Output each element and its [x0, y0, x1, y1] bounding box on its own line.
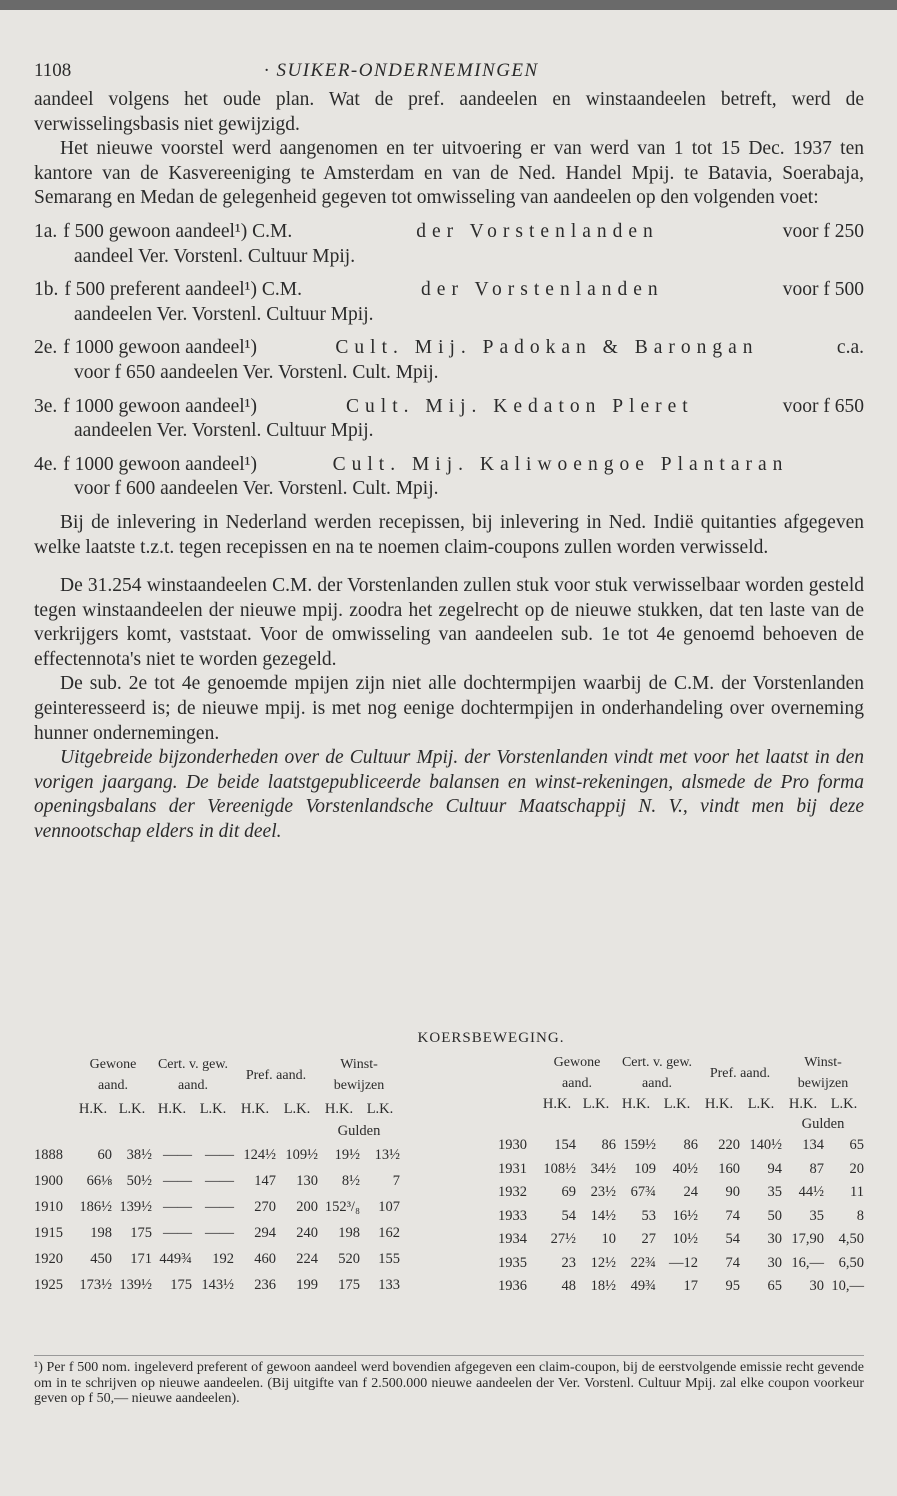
- koers-group-label: Pref. aand.: [245, 1067, 307, 1083]
- blank-cell: [616, 1114, 656, 1134]
- koers-value: 35: [809, 1207, 824, 1224]
- koers-year: 1920: [34, 1250, 63, 1267]
- koers-value: ——: [205, 1225, 234, 1241]
- koers-value: 520: [338, 1250, 360, 1267]
- page-header: [34, 60, 864, 88]
- koers-year: 1931: [498, 1160, 527, 1177]
- koers-value: 14½: [590, 1207, 616, 1224]
- blank-cell: [276, 1121, 318, 1143]
- koers-hk-label: H.K.: [78, 1100, 108, 1117]
- koers-value: 23½: [590, 1184, 616, 1201]
- koers-year: 1915: [34, 1225, 63, 1241]
- blank-cell: [656, 1114, 698, 1134]
- koers-value: 17,90: [791, 1231, 824, 1248]
- koers-value: 7: [392, 1173, 400, 1190]
- exchange-item-company: der Vorstenlanden: [421, 279, 664, 301]
- koers-year: 1932: [498, 1184, 527, 1201]
- koers-value: 8½: [341, 1173, 360, 1190]
- koers-value: 108½: [543, 1160, 576, 1177]
- koers-value: 140½: [749, 1137, 782, 1154]
- paragraph-1: aandeel volgens het oude plan. Wat de pref. aandeelen en winstaandeelen betreft, werd de verwisselingsbasis niet gewijzigd.: [34, 89, 864, 135]
- koers-value: 87: [809, 1160, 824, 1177]
- koers-value: 86: [601, 1137, 616, 1154]
- koers-value: 49¾: [630, 1278, 656, 1295]
- paragraph-3: Bij de inlevering in Nederland werden recepissen, bij inlevering in Ned. Indië quitanties afgegeven welke laatste t.z.t. tegen recepissen en na te noemen claim-coupons zullen worden verwisseld.: [34, 511, 864, 558]
- koers-row: [34, 1143, 400, 1169]
- koers-row: [34, 1169, 400, 1195]
- koers-row: [34, 1221, 400, 1247]
- koers-hk-label: H.K.: [621, 1095, 651, 1112]
- blank-cell: [698, 1114, 740, 1134]
- exchange-item-line2: aandeel Ver. Vorstenl. Cultuur Mpij.: [74, 245, 356, 267]
- exchange-item: [34, 336, 864, 385]
- koers-value: 109½: [285, 1147, 318, 1164]
- koers-row: [34, 1195, 400, 1221]
- koers-year: 1925: [34, 1276, 63, 1293]
- exchange-item-rate: voor f 250: [782, 220, 864, 242]
- koers-value: 139½: [119, 1199, 152, 1216]
- exchange-item-desc: f 1000 gewoon aandeel¹): [63, 337, 258, 359]
- koers-value: 294: [254, 1225, 276, 1241]
- koers-unit-row: [498, 1114, 864, 1134]
- koers-value: 109: [634, 1160, 656, 1177]
- koers-value: 30: [809, 1278, 824, 1295]
- koers-value: ——: [163, 1147, 192, 1164]
- koers-value: 8: [856, 1207, 864, 1224]
- koers-title: KOERSBEWEGING.: [417, 1030, 565, 1046]
- page-number: 1108: [34, 60, 72, 81]
- koers-value: 30: [767, 1231, 782, 1248]
- koers-row: [498, 1275, 864, 1299]
- koers-value: 54: [561, 1207, 576, 1224]
- koers-lk-label: L.K.: [747, 1095, 775, 1112]
- blank-cell: [498, 1094, 538, 1114]
- exchange-item: [34, 395, 864, 444]
- exchange-item: [34, 220, 864, 269]
- exchange-item-desc: f 1000 gewoon aandeel¹): [63, 453, 258, 475]
- blank-cell: [34, 1098, 74, 1120]
- exchange-item-text: 1b.: [34, 279, 59, 301]
- koers-hk-label: H.K.: [542, 1095, 572, 1112]
- koers-value: ——: [205, 1173, 234, 1190]
- koers-value: 450: [90, 1250, 112, 1267]
- footnote-text: ¹) Per f 500 nom. ingeleverd preferent of gewoon aandeel werd bovendien afgegeven een claim-coupon, bij de eerstvolgende emissie recht gevende om in te schrijven op nieuwe aandeelen. (Bij uitgifte van f 2.500.000 nieuwe aandeelen der Ver. Vorstenl. Cultuur Mpij. zal elke coupon voorkeur geven op f 50,— nieuwe aandeelen).: [34, 1360, 864, 1406]
- koers-value: 173½: [79, 1276, 112, 1293]
- blank-cell: [34, 1121, 74, 1143]
- koers-unit-label: Gulden: [801, 1115, 845, 1132]
- footnote: [34, 1355, 864, 1407]
- koers-value: 44½: [798, 1184, 824, 1201]
- koers-value: 74: [725, 1254, 740, 1271]
- koers-value: 69: [561, 1184, 576, 1201]
- koers-value: 35: [767, 1184, 782, 1201]
- blank-cell: [74, 1121, 112, 1143]
- koers-group-header: [498, 1052, 864, 1094]
- koers-hk-label: H.K.: [240, 1100, 270, 1117]
- koers-year: 1930: [498, 1137, 527, 1154]
- koers-hk-label: H.K.: [324, 1100, 354, 1117]
- koers-value: 74: [725, 1207, 740, 1224]
- koers-year: 1936: [498, 1278, 527, 1295]
- blank-cell: [112, 1121, 152, 1143]
- exchange-item-rate: c.a.: [836, 337, 864, 359]
- koers-row: [34, 1272, 400, 1298]
- koers-hk-label: H.K.: [704, 1095, 734, 1112]
- koers-year: 1935: [498, 1254, 527, 1271]
- exchange-item-text: 2e.: [34, 337, 58, 359]
- blank-cell: [740, 1114, 782, 1134]
- exchange-item-rate: voor f 650: [782, 395, 864, 417]
- koers-unit-row: [34, 1121, 400, 1143]
- top-border: [0, 0, 897, 10]
- running-title: · SUIKER-ONDERNEMINGEN: [264, 60, 539, 81]
- koers-value: 133: [378, 1276, 400, 1293]
- koers-value: 10½: [672, 1231, 698, 1248]
- koers-value: 23: [561, 1254, 576, 1271]
- koers-value: 186½: [79, 1199, 112, 1216]
- koers-value: 60: [97, 1147, 112, 1164]
- koers-value: 48: [561, 1278, 576, 1295]
- koersbeweging: [34, 1030, 864, 1299]
- koers-value: 198: [90, 1225, 112, 1241]
- koers-value: 175: [170, 1276, 192, 1293]
- koers-group-label: Gewone aand.: [553, 1055, 601, 1091]
- koers-value: ——: [205, 1147, 234, 1164]
- koers-lk-label: L.K.: [118, 1100, 146, 1117]
- koers-value: 10,—: [831, 1278, 864, 1295]
- exchange-item-text: 3e.: [34, 395, 58, 417]
- blank-cell: [152, 1121, 192, 1143]
- exchange-item-desc: f 500 gewoon aandeel¹) C.M.: [63, 220, 293, 242]
- koers-value: 54: [725, 1231, 740, 1248]
- koers-value: 16,—: [791, 1254, 824, 1271]
- koers-lk-label: L.K.: [283, 1100, 311, 1117]
- koers-value: 220: [718, 1137, 740, 1154]
- koers-year: 1900: [34, 1173, 63, 1190]
- koers-value: 147: [254, 1173, 276, 1190]
- koers-value: 38½: [126, 1147, 152, 1164]
- koers-value: 19½: [334, 1147, 360, 1164]
- koers-value: 16½: [672, 1207, 698, 1224]
- koers-value: 10: [601, 1231, 616, 1248]
- koers-value: 175: [130, 1225, 152, 1241]
- koers-value: 20: [849, 1160, 864, 1177]
- koers-hk-label: H.K.: [157, 1100, 187, 1117]
- exchange-item-company: Cult. Mij. Padokan & Barongan: [335, 337, 759, 359]
- koers-value: ——: [163, 1225, 192, 1241]
- exchange-item-line1: [34, 278, 864, 303]
- koers-group-label: Winst-bewijzen: [797, 1055, 849, 1091]
- exchange-item-company: Cult. Mij. Kaliwoengoe Plantaran: [332, 453, 789, 475]
- koers-value: 24: [683, 1184, 698, 1201]
- koers-value: 34½: [590, 1160, 616, 1177]
- koers-unit-label: Gulden: [337, 1123, 381, 1140]
- koers-group-header: [34, 1052, 400, 1098]
- koers-value: 192: [212, 1250, 234, 1267]
- blank-cell: [34, 1052, 74, 1098]
- koers-row: [498, 1134, 864, 1158]
- koers-value: 53: [641, 1207, 656, 1224]
- blank-cell: [498, 1114, 538, 1134]
- koers-lk-label: L.K.: [663, 1095, 691, 1112]
- exchange-item-line2: aandeelen Ver. Vorstenl. Cultuur Mpij.: [74, 303, 374, 325]
- koers-value: 152³/₈: [324, 1199, 360, 1216]
- koers-value: 270: [254, 1199, 276, 1216]
- footnote-rule: [34, 1355, 864, 1356]
- koers-row: [498, 1158, 864, 1182]
- koers-value: 95: [725, 1278, 740, 1295]
- exchange-item-line1: [34, 220, 864, 245]
- koers-value: 4,50: [838, 1231, 864, 1248]
- exchange-item-line2: aandeelen Ver. Vorstenl. Cultuur Mpij.: [74, 420, 374, 442]
- koers-value: 139½: [119, 1276, 152, 1293]
- koers-value: 27: [641, 1231, 656, 1248]
- exchange-item-text: 1a.: [34, 220, 58, 242]
- koers-year: 1934: [498, 1231, 527, 1248]
- exchange-item-line2: voor f 650 aandeelen Ver. Vorstenl. Cult. Mpij.: [74, 361, 439, 383]
- paragraph-6: Uitgebreide bijzonderheden over de Cultuur Mpij. der Vorstenlanden vindt met voor het laatst in den vorigen jaargang. De beide laatstgepubliceerde balansen en winst-rekeningen, alsmede de Pro forma openingsbalans der Vereenigde Vorstenlandsche Cultuur Maatschappij N. V., vindt men bij deze vennootschap elders in dit deel.: [34, 747, 864, 843]
- koers-hk-lk-header: [34, 1098, 400, 1120]
- page: [34, 60, 864, 845]
- exchange-item-line2: voor f 600 aandeelen Ver. Vorstenl. Cult. Mpij.: [74, 478, 439, 500]
- exchange-item-line1: [34, 395, 864, 420]
- koers-value: 449¾: [159, 1250, 192, 1267]
- paragraph-5: De sub. 2e tot 4e genoemde mpijen zijn niet alle dochtermpijen waarbij de C.M. der Vorstenlanden geinteresseerd is; de nieuwe mpij. is met nog eenige dochtermpijen in onderhandeling over overneming hunner ondernemingen.: [34, 673, 864, 744]
- koers-value: 240: [296, 1225, 318, 1241]
- koers-value: 11: [850, 1184, 864, 1201]
- koers-group-label: Gewone aand.: [89, 1057, 137, 1094]
- koers-value: 199: [296, 1276, 318, 1293]
- exchange-item-line1: [34, 453, 864, 478]
- koers-value: 18½: [590, 1278, 616, 1295]
- koers-value: 50½: [126, 1173, 152, 1190]
- koers-value: 67¾: [630, 1184, 656, 1201]
- koers-value: 134: [802, 1137, 824, 1154]
- exchange-item-desc: f 1000 gewoon aandeel¹): [63, 395, 258, 417]
- koers-value: ——: [163, 1199, 192, 1216]
- koers-value: 171: [130, 1250, 152, 1267]
- koers-value: 12½: [590, 1254, 616, 1271]
- koers-value: 22¾: [630, 1254, 656, 1271]
- koers-value: 460: [254, 1250, 276, 1267]
- koers-value: 200: [296, 1199, 318, 1216]
- koers-value: 130: [296, 1173, 318, 1190]
- koers-value: 143½: [201, 1276, 234, 1293]
- blank-cell: [234, 1121, 276, 1143]
- koers-value: 94: [767, 1160, 782, 1177]
- blank-cell: [538, 1114, 576, 1134]
- koers-value: 107: [378, 1199, 400, 1216]
- koers-row: [498, 1228, 864, 1252]
- koers-row: [34, 1246, 400, 1272]
- koers-value: 6,50: [838, 1254, 864, 1271]
- koers-value: 27½: [550, 1231, 576, 1248]
- koers-value: 66⅛: [86, 1173, 112, 1190]
- koers-lk-label: L.K.: [366, 1100, 394, 1117]
- exchange-item-company: Cult. Mij. Kedaton Pleret: [346, 395, 694, 417]
- koers-value: 155: [378, 1250, 400, 1267]
- koers-table-right: [498, 1052, 864, 1299]
- koers-hk-lk-header: [498, 1094, 864, 1114]
- koers-value: 154: [554, 1137, 576, 1154]
- blank-cell: [498, 1052, 538, 1094]
- exchange-item: [34, 278, 864, 327]
- koers-group-label: Pref. aand.: [709, 1065, 771, 1081]
- koers-lk-label: L.K.: [830, 1095, 858, 1112]
- koers-year: 1910: [34, 1199, 63, 1216]
- koers-value: 224: [296, 1250, 318, 1267]
- koers-year: 1888: [34, 1147, 63, 1164]
- koers-value: 236: [254, 1276, 276, 1293]
- koers-value: 160: [718, 1160, 740, 1177]
- koers-value: 65: [849, 1137, 864, 1154]
- koers-value: 17: [683, 1278, 698, 1295]
- exchange-item-company: der Vorstenlanden: [416, 220, 659, 242]
- koers-year: 1933: [498, 1207, 527, 1224]
- koers-value: 13½: [374, 1147, 400, 1164]
- koers-row: [498, 1252, 864, 1276]
- exchange-item-desc: f 500 preferent aandeel¹) C.M.: [64, 279, 302, 301]
- body-text: [34, 88, 864, 845]
- koers-row: [498, 1205, 864, 1229]
- koers-value: 162: [378, 1225, 400, 1241]
- exchange-item-line1: [34, 336, 864, 361]
- koers-value: 175: [338, 1276, 360, 1293]
- exchange-item-text: 4e.: [34, 453, 58, 475]
- exchange-item-rate: voor f 500: [782, 279, 864, 301]
- koers-row: [498, 1181, 864, 1205]
- koers-group-label: Cert. v. gew. aand.: [157, 1057, 229, 1094]
- paragraph-4: De 31.254 winstaandeelen C.M. der Vorstenlanden zullen stuk voor stuk verwisselbaar worden gesteld tegen winstaandeelen der nieuwe mpij. zoodra het zegelrecht op de nieuwe stukken, dat ten laste van de verkrijgers komt, vaststaat. Voor de omwisseling van aandeelen sub. 1e tot 4e genoemd behoeven de effectennota's niet te worden gezegeld.: [34, 575, 864, 670]
- koers-value: 159½: [623, 1137, 656, 1154]
- koers-value: 86: [683, 1137, 698, 1154]
- koers-value: 124½: [243, 1147, 276, 1164]
- koers-lk-label: L.K.: [582, 1095, 610, 1112]
- blank-cell: [192, 1121, 234, 1143]
- koers-group-label: Cert. v. gew. aand.: [621, 1055, 693, 1091]
- blank-cell: [576, 1114, 616, 1134]
- koers-group-label: Winst-bewijzen: [333, 1057, 385, 1094]
- koers-value: 30: [767, 1254, 782, 1271]
- koers-value: 50: [767, 1207, 782, 1224]
- koers-value: 65: [767, 1278, 782, 1295]
- koers-value: 40½: [672, 1160, 698, 1177]
- koers-value: ——: [205, 1199, 234, 1216]
- koers-hk-label: H.K.: [788, 1095, 818, 1112]
- koers-lk-label: L.K.: [199, 1100, 227, 1117]
- koers-table-left: [34, 1052, 400, 1299]
- exchange-list: [34, 220, 864, 502]
- koers-value: —12: [669, 1254, 698, 1271]
- koers-value: 90: [725, 1184, 740, 1201]
- paragraph-2: Het nieuwe voorstel werd aangenomen en ter uitvoering er van werd van 1 tot 15 Dec. 1937 ten kantore van de Kasvereeniging te Amsterdam en van de Ned. Handel Mpij. te Batavia, Soerabaja, Semarang en Medan de gelegenheid gegeven tot omwisseling van aandeelen op den volgenden voet:: [34, 138, 864, 209]
- exchange-item: [34, 453, 864, 502]
- koers-value: 198: [338, 1225, 360, 1241]
- koers-value: ——: [163, 1173, 192, 1190]
